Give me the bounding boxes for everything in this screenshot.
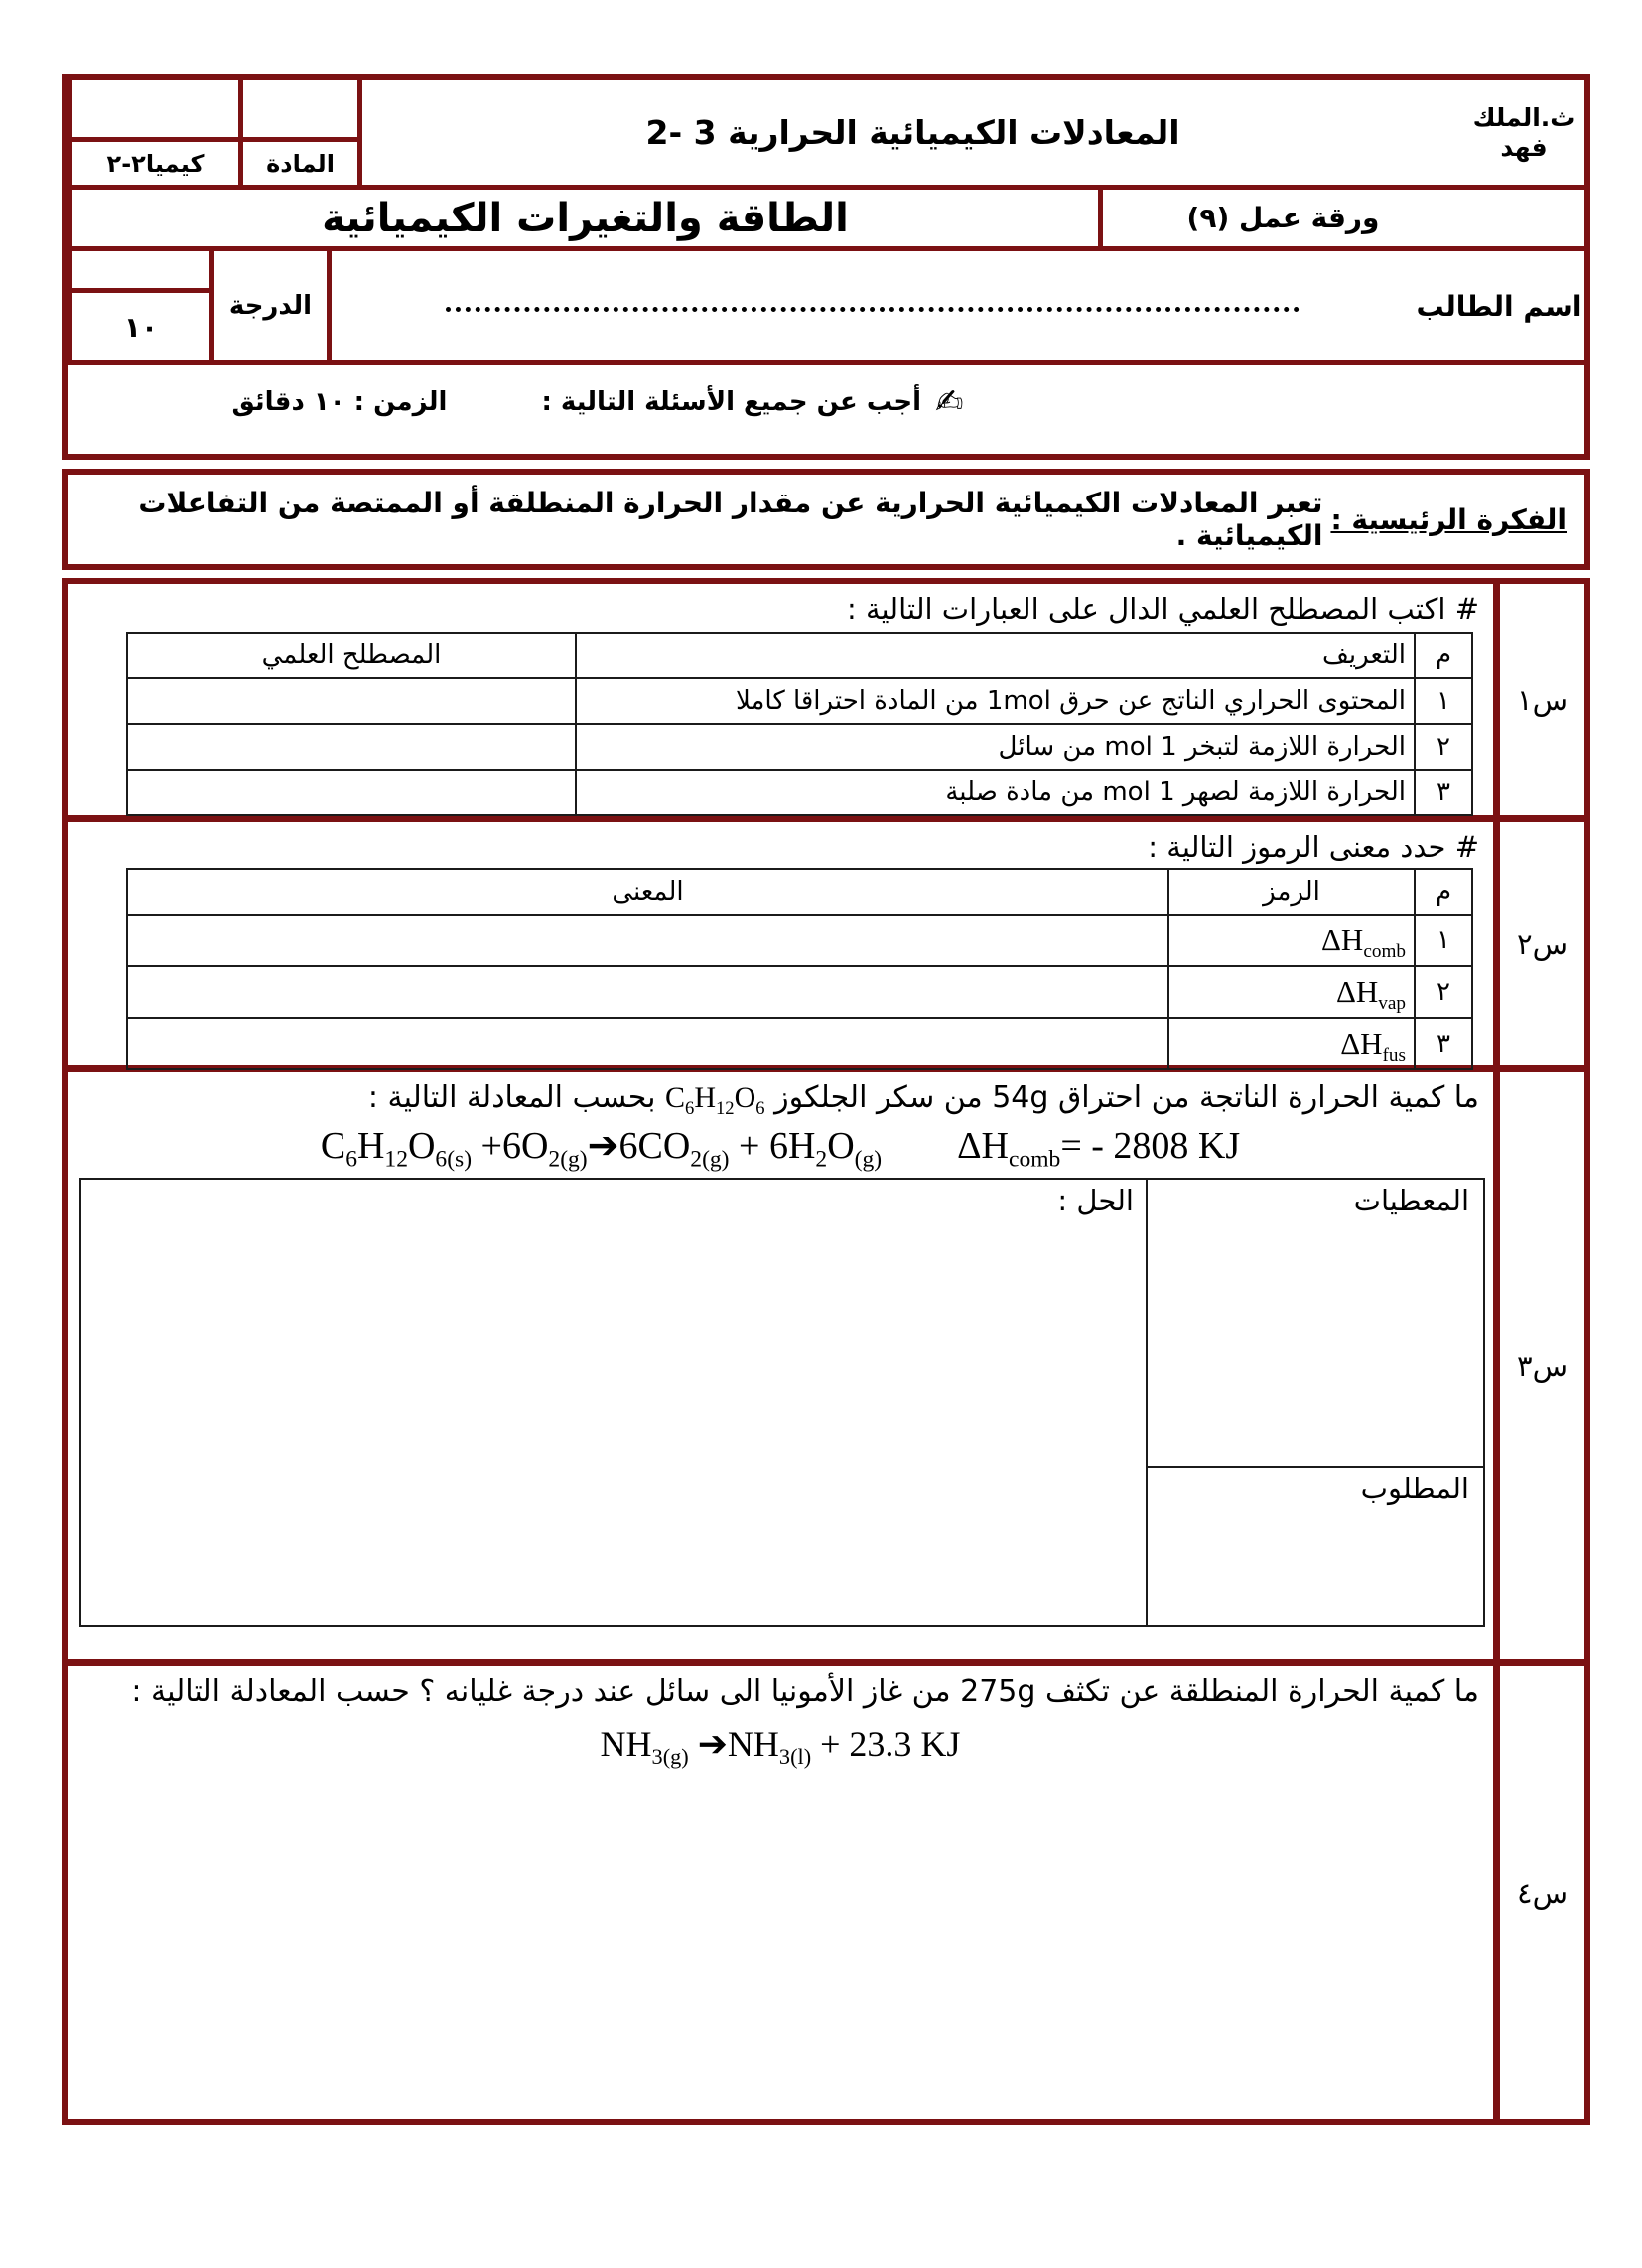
definition-text: الحرارة اللازمة لصهر 1 mol من مادة صلبة bbox=[576, 770, 1415, 815]
q2-meaning-answer-3[interactable] bbox=[127, 1018, 1168, 1069]
terms-col-num: م bbox=[1415, 633, 1472, 678]
required-cell[interactable] bbox=[1148, 1468, 1483, 1625]
table-row bbox=[127, 1018, 1472, 1069]
student-name-line[interactable] bbox=[446, 307, 1300, 312]
table-row bbox=[127, 678, 1472, 724]
row-number: ١ bbox=[1415, 678, 1472, 724]
question-3-content bbox=[68, 1072, 1493, 1659]
terms-table bbox=[126, 632, 1473, 816]
q2-meaning-answer-1[interactable] bbox=[127, 915, 1168, 966]
delta-h-fus-symbol: $\Delta H_{fus}$ bbox=[1340, 1026, 1406, 1066]
grade-label: الدرجة bbox=[209, 251, 327, 360]
question-2-row bbox=[68, 822, 1584, 1072]
q1-term-answer-1[interactable] bbox=[127, 678, 576, 724]
subject-label: المادة bbox=[266, 149, 335, 178]
symbols-col-meaning: المعنى bbox=[127, 869, 1168, 915]
grade-value: ١٠ bbox=[123, 310, 159, 344]
symbols-col-num: م bbox=[1415, 869, 1472, 915]
question-1-row bbox=[68, 584, 1584, 822]
q2-meaning-answer-2[interactable] bbox=[127, 966, 1168, 1018]
question-3-row bbox=[68, 1072, 1584, 1666]
givens-cell[interactable] bbox=[1148, 1180, 1483, 1468]
question-4-equation: $NH_{3(g)}$ $➔NH_{3(l)} + 23.3$ KJ bbox=[600, 1724, 961, 1770]
symbols-col-symbol: الرمز bbox=[1168, 869, 1415, 915]
symbols-table bbox=[126, 868, 1473, 1070]
required-label: المطلوب bbox=[1360, 1472, 1469, 1505]
grade-column bbox=[68, 251, 209, 360]
terms-col-term: المصطلح العلمي bbox=[127, 633, 576, 678]
subject-label-column bbox=[238, 80, 357, 185]
header-row-unit bbox=[68, 190, 1584, 251]
student-name-label: اسم الطالب bbox=[1416, 289, 1582, 323]
solution-label: الحل : bbox=[1057, 1184, 1134, 1217]
terms-col-definition: التعريف bbox=[576, 633, 1415, 678]
question-3-number: س٣ bbox=[1493, 1072, 1584, 1659]
question-1-number: س١ bbox=[1493, 584, 1584, 815]
worksheet-number: ورقة عمل (٩) bbox=[1098, 190, 1463, 246]
question-3-text: ما كمية الحرارة الناتجة من احتراق 54g من سكر الجلكوز $C_6H_{12}O_6$ بحسب المعادلة التالية : bbox=[367, 1080, 1479, 1119]
question-2-prompt: # حدد معنى الرموز التالية : bbox=[1148, 830, 1479, 864]
subject-empty-cell bbox=[243, 80, 357, 142]
definition-text: المحتوى الحراري الناتج عن حرق 1mol من المادة احتراقا كاملا bbox=[576, 678, 1415, 724]
row-number: ٣ bbox=[1415, 1018, 1472, 1069]
solution-box bbox=[79, 1178, 1485, 1627]
row-number: ٢ bbox=[1415, 724, 1472, 770]
question-2-content bbox=[68, 822, 1493, 1065]
question-4-row bbox=[68, 1666, 1584, 2119]
row-number: ١ bbox=[1415, 915, 1472, 966]
delta-h-vap-symbol: $\Delta H_{vap}$ bbox=[1335, 974, 1406, 1015]
row-number: ٢ bbox=[1415, 966, 1472, 1018]
q4-answer-area[interactable] bbox=[68, 1765, 1493, 2043]
main-idea-text: تعبر المعادلات الكيميائية الحرارية عن مقدار الحرارة المنطلقة أو الممتصة من التفاعلات الكيميائية . bbox=[138, 487, 1323, 552]
table-row bbox=[127, 724, 1472, 770]
subject-value-empty-cell bbox=[72, 80, 238, 142]
question-1-prompt: # اكتب المصطلح العلمي الدال على العبارات التالية : bbox=[846, 592, 1479, 626]
main-idea-box bbox=[62, 469, 1590, 570]
instruction-text: أجب عن جميع الأسئلة التالية : bbox=[541, 387, 922, 417]
table-row bbox=[127, 770, 1472, 815]
table-row bbox=[127, 915, 1472, 966]
question-4-content bbox=[68, 1666, 1493, 2119]
school-name: ث.الملك فهد bbox=[1472, 102, 1575, 162]
question-3-equation: $C_6H_{12}O_{6(s)}$ $+6O_{2(g)}➔6CO_{2(g)} + 6H_2O_{(g)}$ $\Delta H_{comb}= - 2808$ KJ bbox=[320, 1125, 1241, 1173]
header-empty-cell bbox=[1463, 190, 1584, 246]
q1-term-answer-2[interactable] bbox=[127, 724, 576, 770]
question-4-number: س٤ bbox=[1493, 1666, 1584, 2119]
subject-value-column bbox=[68, 80, 238, 185]
definition-text: الحرارة اللازمة لتبخر 1 mol من سائل bbox=[576, 724, 1415, 770]
header-row-title bbox=[68, 80, 1584, 190]
questions-grid bbox=[62, 578, 1590, 2125]
time-text: الزمن : ١٠ دقائق bbox=[231, 387, 448, 417]
lesson-title: المعادلات الكيميائية الحرارية 3 -2 bbox=[357, 80, 1463, 185]
q1-term-answer-3[interactable] bbox=[127, 770, 576, 815]
instruction-group bbox=[231, 382, 963, 422]
question-2-number: س٢ bbox=[1493, 822, 1584, 1065]
solution-cell[interactable] bbox=[81, 1180, 1146, 1625]
header-row-name-grade bbox=[68, 251, 1584, 365]
student-name-field[interactable] bbox=[327, 251, 1414, 360]
question-1-content bbox=[68, 584, 1493, 815]
delta-h-comb-symbol: $\Delta H_{comb}$ bbox=[1321, 922, 1406, 963]
header-table bbox=[62, 74, 1590, 460]
writing-hand-icon: ✍ bbox=[935, 382, 964, 422]
row-number: ٣ bbox=[1415, 770, 1472, 815]
givens-column bbox=[1146, 1180, 1483, 1625]
header-row-instruction bbox=[68, 365, 1584, 439]
main-idea-label: الفكرة الرئيسية : bbox=[1330, 502, 1567, 536]
subject-value: كيميا٢-٢ bbox=[106, 149, 205, 178]
givens-label: المعطيات bbox=[1353, 1184, 1469, 1217]
unit-title: الطاقة والتغيرات الكيميائية bbox=[68, 190, 1098, 246]
question-4-text: ما كمية الحرارة المنطلقة عن تكثف 275g من غاز الأمونيا الى سائل عند درجة غليانه ؟ حسب المعادلة التالية : bbox=[131, 1674, 1479, 1709]
grade-empty-cell[interactable] bbox=[72, 251, 209, 293]
table-row bbox=[127, 966, 1472, 1018]
